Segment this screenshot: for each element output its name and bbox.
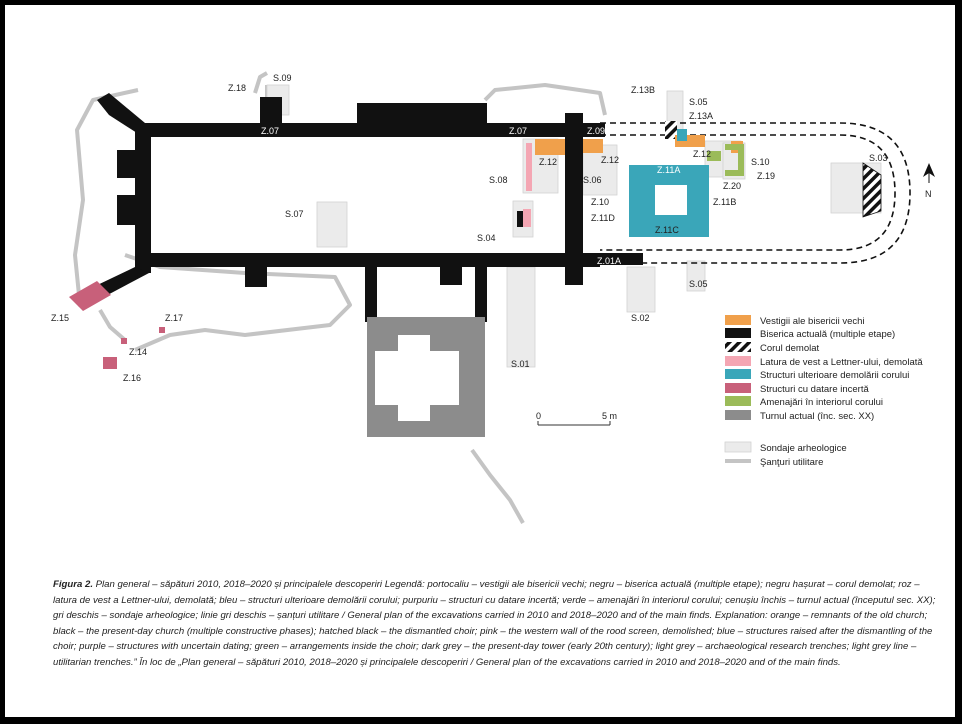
legend-swatch-pink xyxy=(725,356,751,366)
legend-swatch-light-grey xyxy=(725,442,751,452)
scale-bar xyxy=(536,411,617,425)
label-z07-west: Z.07 xyxy=(261,126,280,136)
label-z12-b: Z.12 xyxy=(601,155,620,165)
label-s05-south: S.05 xyxy=(689,279,708,289)
legend xyxy=(725,315,923,468)
trench-s07 xyxy=(317,202,347,247)
legend-label: Sondaje arheologice xyxy=(760,443,847,454)
label-s07: S.07 xyxy=(285,209,304,219)
north-label: N xyxy=(925,189,932,199)
uncertain-structures xyxy=(69,281,165,369)
label-z13a: Z.13A xyxy=(689,111,714,121)
label-z12-a: Z.12 xyxy=(539,157,558,167)
north-arrow xyxy=(923,163,935,199)
label-s10: S.10 xyxy=(751,157,770,167)
rood-screen-wall-s04 xyxy=(523,209,531,227)
label-s09: S.09 xyxy=(273,73,292,83)
legend-label: Structuri cu datare incertă xyxy=(760,384,869,395)
scale-zero: 0 xyxy=(536,411,542,421)
trench-s02 xyxy=(627,267,655,312)
figure-frame xyxy=(5,5,955,717)
trench-s01 xyxy=(507,267,535,367)
label-z12-c: Z.12 xyxy=(693,149,712,159)
legend-label: Structuri ulterioare demolării corului xyxy=(760,370,910,381)
label-z14: Z.14 xyxy=(129,347,148,357)
tower xyxy=(367,317,485,437)
site-plan xyxy=(5,5,955,570)
label-z11d: Z.11D xyxy=(591,213,615,223)
legend-label: Vestigii ale bisericii vechi xyxy=(760,316,865,327)
label-z09: Z.09 xyxy=(587,126,606,136)
legend-swatch-green xyxy=(725,396,751,406)
label-z11a: Z.11A xyxy=(657,165,681,175)
legend-label: Corul demolat xyxy=(760,343,820,354)
label-s06: S.06 xyxy=(583,175,602,185)
label-z17: Z.17 xyxy=(165,313,184,323)
legend-label: Latura de vest a Lettner-ului, demolată xyxy=(760,357,923,368)
label-z07-east: Z.07 xyxy=(509,126,528,136)
legend-swatch-blue xyxy=(725,369,751,379)
label-z01a: Z.01A xyxy=(597,256,622,266)
label-z13b: Z.13B xyxy=(631,85,656,95)
legend-swatch-black xyxy=(725,328,751,338)
label-z16: Z.16 xyxy=(123,373,142,383)
legend-label: Biserica actuală (multiple etape) xyxy=(760,329,896,340)
present-church xyxy=(89,93,643,322)
label-z11b: Z.11B xyxy=(713,197,737,207)
caption-body: Plan general – săpături 2010, 2018–2020 și principalele descoperiri Legendă: portocaliu – vestigii ale bisericii vechi; negru – biserica actuală (multiple etape); negru hașurat – corul demolat; roz – latura de vest a Lettner-ului, demolată; bleu – structuri ulterioare demolării corului; purpuriu – structuri cu datare incertă; verde – amenajări în interiorul corului; cenușiu închis – turnul actual (începutul sec. XX); gri deschis – sondaje arheologice; linie gri deschis – șanțuri utilitare / General plan of the excavations carried in 2010 and 2018–2020 and of the main finds. Explanation: orange – remnants of the old church; black – the present-day church (multiple constructive phases); hatched black – the dismantled choir; pink – the western wall of the rood screen, demolished; blue – structures raised after the dismantling of the choir; purple – structures with uncertain dating; green – arrangements inside the choir; dark grey – the present-day tower (early 20th century); light grey – archaeological research trenches; light grey line – utilitarian trenches.” În loc de „Plan general – săpături 2010, 2018–2020 și principalele descoperiri / General plan of the excavations carried in 2010 and 2018–2020 and of the main finds. xyxy=(53,579,936,668)
legend-swatch-dark-grey xyxy=(725,410,751,420)
label-s02: S.02 xyxy=(631,313,650,323)
label-s01: S.01 xyxy=(511,359,530,369)
label-z15: Z.15 xyxy=(51,313,70,323)
caption-title: Figura 2. xyxy=(53,579,93,590)
label-z20: Z.20 xyxy=(723,181,742,191)
legend-label: Şanţuri utilitare xyxy=(760,457,824,468)
label-z19: Z.19 xyxy=(757,171,776,181)
legend-swatch-orange xyxy=(725,315,751,325)
label-z11c: Z.11C xyxy=(655,225,679,235)
label-s04: S.04 xyxy=(477,233,496,243)
legend-label: Turnul actual (înc. sec. XX) xyxy=(760,411,875,422)
label-s03: S.03 xyxy=(869,153,888,163)
label-z10: Z.10 xyxy=(591,197,610,207)
legend-swatch-line xyxy=(725,459,751,463)
label-s08: S.08 xyxy=(489,175,508,185)
legend-swatch-hatched xyxy=(725,342,751,352)
figure-caption xyxy=(53,577,943,671)
label-z18: Z.18 xyxy=(228,83,247,93)
scale-five: 5 m xyxy=(602,411,618,421)
rood-screen-wall xyxy=(526,143,532,191)
legend-label: Amenajări în interiorul corului xyxy=(760,397,884,408)
label-s05-north: S.05 xyxy=(689,97,708,107)
legend-swatch-purple xyxy=(725,383,751,393)
